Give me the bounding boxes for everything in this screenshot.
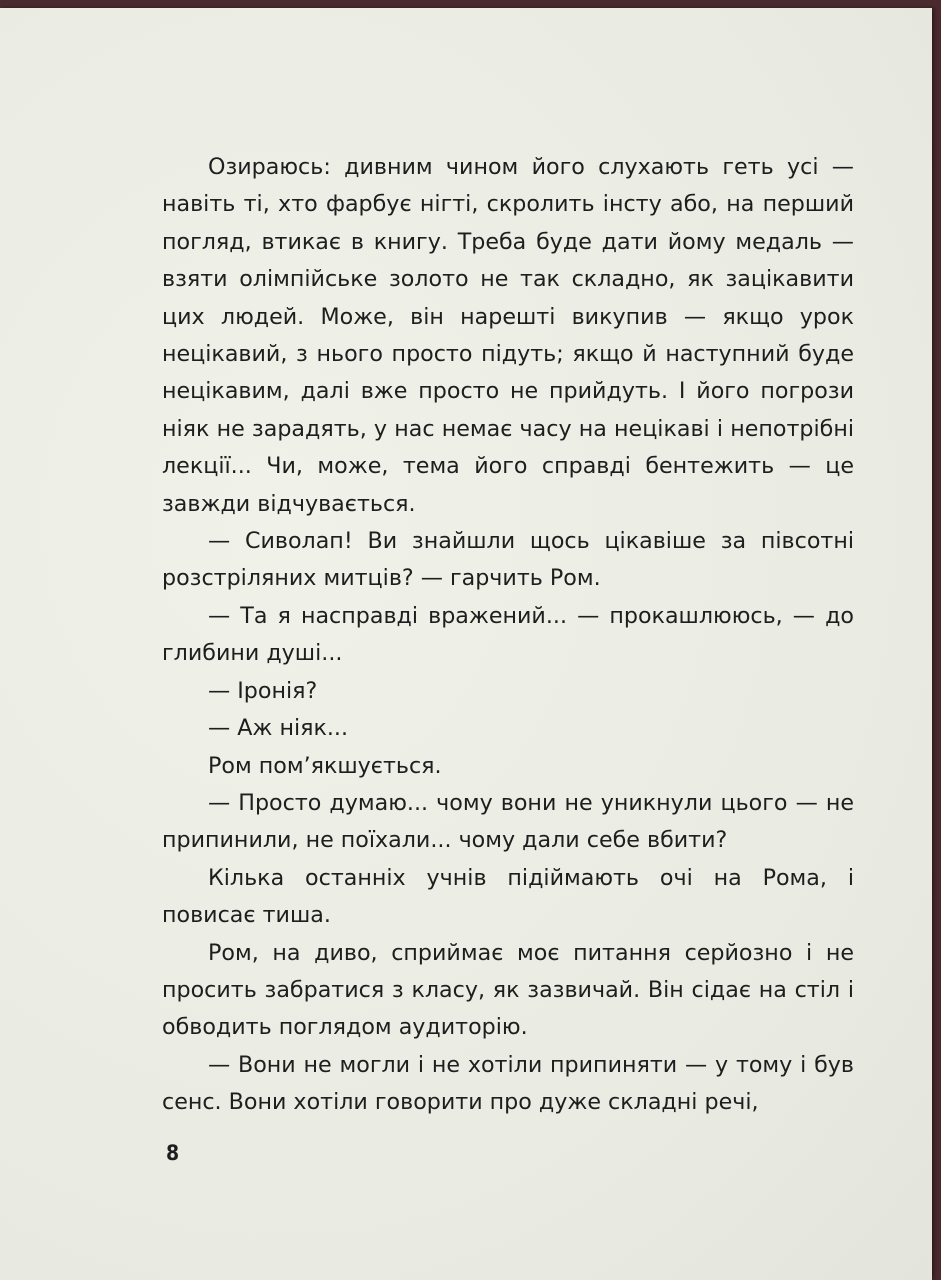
book-page — [0, 8, 932, 1280]
paragraph: — Вони не могли і не хотіли припиняти — у тому і був сенс. Вони хотіли говорити про дуже складні речі, — [162, 1051, 854, 1116]
paragraph: — Просто думаю... чому вони не уникнули цього — не припинили, не поїхали... чому дали себе вбити? — [162, 789, 854, 854]
paragraph: Ром пом’якшується. — [208, 752, 442, 779]
page-number: 8 — [166, 1141, 180, 1165]
paragraph: — Та я насправді вражений... — прокашлююсь, — до глибини душі... — [162, 602, 854, 667]
body-text — [162, 149, 854, 1122]
paragraph: Ром, на диво, сприймає моє питання серйозно і не просить забратися з класу, як зазвичай. Він сідає на стіл і обводить поглядом аудиторію. — [162, 939, 854, 1041]
paragraph: — Іронія? — [208, 677, 318, 704]
paragraph: — Аж ніяк... — [208, 715, 349, 742]
paragraph: Кілька останніх учнів підіймають очі на Рома, і повисає тиша. — [162, 864, 854, 929]
paragraph: Озираюсь: дивним чином його слухають геть усі — навіть ті, хто фарбує нігті, скролить інсту або, на перший погляд, втикає в книгу. Треба буде дати йому медаль — взяти олімпійське золото не так складно, як зацікавити цих людей. Може, він нарешті викупив — якщо урок нецікавий, з нього просто підуть; якщо й наступний буде нецікавим, далі вже просто не прийдуть. І його погрози ніяк не зарадять, у нас немає часу на нецікаві і непотрібні лекції... Чи, може, тема його справді бентежить — це завжди відчувається. — [162, 154, 854, 517]
paragraph: — Сиволап! Ви знайшли щось цікавіше за півсотні розстріляних митців? — гарчить Ром. — [162, 528, 854, 592]
